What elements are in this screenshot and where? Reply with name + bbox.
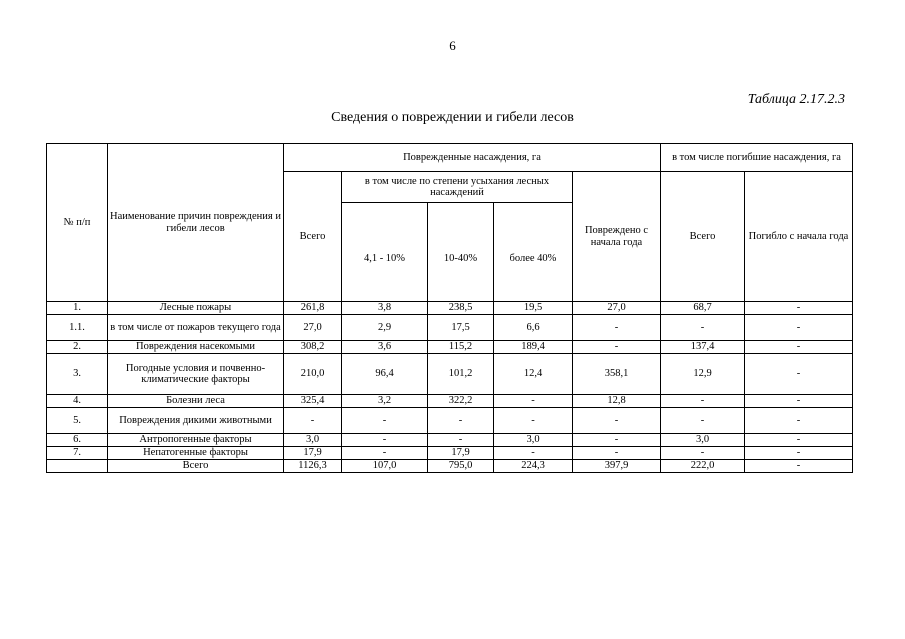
cell-dead-since: - <box>745 395 853 408</box>
cell-drying-1: 3,6 <box>342 341 428 354</box>
header-drying-group: в том числе по степени усыхания лесных насаждений <box>342 172 573 203</box>
damage-table <box>46 143 853 473</box>
cell-dead-since: - <box>745 408 853 434</box>
cell-num: 6. <box>47 434 108 447</box>
cell-dead-total: - <box>661 408 745 434</box>
cell-name: Непатогенные факторы <box>108 447 284 460</box>
cell-dead-total: 3,0 <box>661 434 745 447</box>
cell-drying-3: 224,3 <box>494 460 573 473</box>
cell-drying-2: 17,9 <box>428 447 494 460</box>
cell-drying-3: 189,4 <box>494 341 573 354</box>
cell-drying-3: 19,5 <box>494 302 573 315</box>
cell-damaged-since: 12,8 <box>573 395 661 408</box>
cell-dead-total: - <box>661 395 745 408</box>
cell-drying-1: 96,4 <box>342 354 428 395</box>
header-dead-since-year: Погибло с начала года <box>745 172 853 302</box>
cell-num: 2. <box>47 341 108 354</box>
cell-drying-3: 3,0 <box>494 434 573 447</box>
cell-drying-1: 3,8 <box>342 302 428 315</box>
table-row <box>47 434 853 447</box>
cell-name: Всего <box>108 460 284 473</box>
table-row-total <box>47 460 853 473</box>
cell-name: Болезни леса <box>108 395 284 408</box>
cell-num: 1. <box>47 302 108 315</box>
cell-total: 210,0 <box>284 354 342 395</box>
cell-drying-3: 6,6 <box>494 315 573 341</box>
header-dead-total: Всего <box>661 172 745 302</box>
cell-total: 3,0 <box>284 434 342 447</box>
cell-drying-1: 2,9 <box>342 315 428 341</box>
cell-total: 27,0 <box>284 315 342 341</box>
cell-dead-total: 68,7 <box>661 302 745 315</box>
header-damaged-since-year: Повреждено с начала года <box>573 172 661 302</box>
cell-damaged-since: 397,9 <box>573 460 661 473</box>
cell-drying-3: 12,4 <box>494 354 573 395</box>
cell-dead-since: - <box>745 302 853 315</box>
table-number: Таблица 2.17.2.3 <box>747 92 845 107</box>
cell-name: Повреждения дикими животными <box>108 408 284 434</box>
cell-damaged-since: - <box>573 434 661 447</box>
cell-name: Лесные пожары <box>108 302 284 315</box>
cell-total: 17,9 <box>284 447 342 460</box>
cell-dead-total: 12,9 <box>661 354 745 395</box>
cell-name: Повреждения насекомыми <box>108 341 284 354</box>
cell-drying-2: 322,2 <box>428 395 494 408</box>
header-drying-3: более 40% <box>494 203 573 302</box>
cell-damaged-since: - <box>573 408 661 434</box>
cell-dead-since: - <box>745 460 853 473</box>
header-total: Всего <box>284 172 342 302</box>
cell-drying-2: - <box>428 408 494 434</box>
cell-total: 325,4 <box>284 395 342 408</box>
cell-num: 1.1. <box>47 315 108 341</box>
cell-drying-2: 17,5 <box>428 315 494 341</box>
header-drying-1: 4,1 - 10% <box>342 203 428 302</box>
cell-num: 3. <box>47 354 108 395</box>
cell-drying-2: - <box>428 434 494 447</box>
cell-drying-3: - <box>494 447 573 460</box>
cell-dead-since: - <box>745 354 853 395</box>
cell-damaged-since: - <box>573 341 661 354</box>
cell-total: 261,8 <box>284 302 342 315</box>
cell-drying-2: 238,5 <box>428 302 494 315</box>
table-row <box>47 408 853 434</box>
page-number: 6 <box>449 38 456 53</box>
header-name: Наименование причин повреждения и гибели лесов <box>108 144 284 302</box>
cell-drying-1: 3,2 <box>342 395 428 408</box>
cell-num <box>47 460 108 473</box>
cell-dead-total: 222,0 <box>661 460 745 473</box>
cell-damaged-since: - <box>573 447 661 460</box>
cell-drying-2: 101,2 <box>428 354 494 395</box>
cell-damaged-since: 358,1 <box>573 354 661 395</box>
table-row <box>47 315 853 341</box>
cell-drying-1: - <box>342 447 428 460</box>
header-drying-2: 10-40% <box>428 203 494 302</box>
cell-dead-since: - <box>745 447 853 460</box>
cell-damaged-since: - <box>573 315 661 341</box>
cell-total: 308,2 <box>284 341 342 354</box>
cell-dead-since: - <box>745 341 853 354</box>
header-num: № п/п <box>47 144 108 302</box>
table-row <box>47 354 853 395</box>
cell-dead-total: - <box>661 315 745 341</box>
cell-drying-3: - <box>494 395 573 408</box>
cell-drying-2: 115,2 <box>428 341 494 354</box>
header-dead-group: в том числе погибшие насаждения, га <box>661 144 853 172</box>
cell-dead-total: - <box>661 447 745 460</box>
cell-total: 1126,3 <box>284 460 342 473</box>
cell-num: 5. <box>47 408 108 434</box>
cell-drying-3: - <box>494 408 573 434</box>
table-row <box>47 341 853 354</box>
cell-drying-1: - <box>342 434 428 447</box>
table-row <box>47 302 853 315</box>
cell-name: Погодные условия и почвенно-климатические факторы <box>108 354 284 395</box>
cell-dead-total: 137,4 <box>661 341 745 354</box>
cell-damaged-since: 27,0 <box>573 302 661 315</box>
cell-dead-since: - <box>745 315 853 341</box>
cell-drying-1: 107,0 <box>342 460 428 473</box>
cell-dead-since: - <box>745 434 853 447</box>
cell-num: 4. <box>47 395 108 408</box>
cell-drying-2: 795,0 <box>428 460 494 473</box>
table-row <box>47 447 853 460</box>
cell-total: - <box>284 408 342 434</box>
table-title: Сведения о повреждении и гибели лесов <box>331 110 574 125</box>
cell-drying-1: - <box>342 408 428 434</box>
cell-name: Антропогенные факторы <box>108 434 284 447</box>
table-row <box>47 395 853 408</box>
cell-name: в том числе от пожаров текущего года <box>108 315 284 341</box>
header-damaged-group: Поврежденные насаждения, га <box>284 144 661 172</box>
cell-num: 7. <box>47 447 108 460</box>
